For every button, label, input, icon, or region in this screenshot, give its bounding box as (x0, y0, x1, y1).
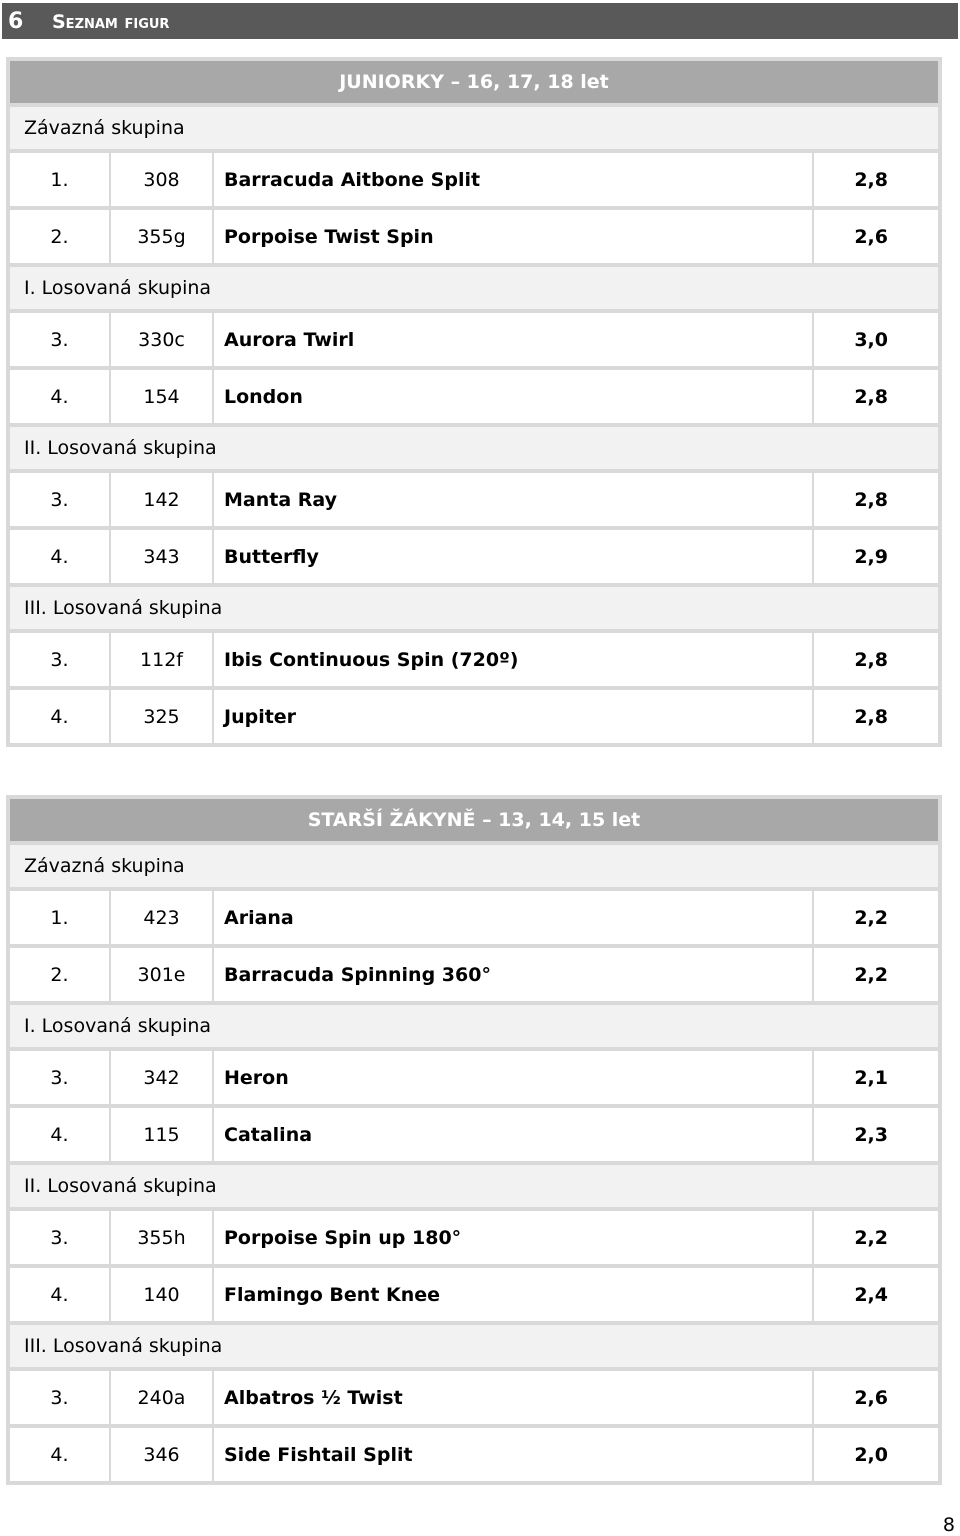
group-label: III. Losovaná skupina (6, 1321, 942, 1367)
table-row (6, 1264, 942, 1321)
figure-order: 2. (10, 948, 109, 1001)
figure-order: 3. (10, 473, 109, 526)
figure-rating: 2,3 (814, 1108, 938, 1161)
figure-code: 325 (111, 690, 212, 743)
figure-rating: 2,4 (814, 1268, 938, 1321)
figure-rating: 2,9 (814, 530, 938, 583)
table-row (6, 206, 942, 263)
figure-order: 1. (10, 891, 109, 944)
group-label: II. Losovaná skupina (6, 423, 942, 469)
figure-name: Butterfly (214, 530, 812, 583)
table-row (6, 309, 942, 366)
table-row (6, 1367, 942, 1424)
figure-rating: 2,8 (814, 633, 938, 686)
table-row (6, 887, 942, 944)
figure-code: 342 (111, 1051, 212, 1104)
figure-rating: 3,0 (814, 313, 938, 366)
section-number: 6 (8, 9, 24, 34)
figure-code: 343 (111, 530, 212, 583)
figure-rating: 2,6 (814, 1371, 938, 1424)
section-title: Seznam figur (52, 11, 170, 33)
table-row (6, 366, 942, 423)
figure-name: Side Fishtail Split (214, 1428, 812, 1481)
figure-name: Jupiter (214, 690, 812, 743)
figure-order: 1. (10, 153, 109, 206)
figure-name: Aurora Twirl (214, 313, 812, 366)
figure-name: Barracuda Spinning 360° (214, 948, 812, 1001)
table-row (6, 469, 942, 526)
figure-order: 4. (10, 1268, 109, 1321)
figure-rating: 2,0 (814, 1428, 938, 1481)
figure-name: Barracuda Aitbone Split (214, 153, 812, 206)
figure-rating: 2,8 (814, 473, 938, 526)
figure-order: 3. (10, 313, 109, 366)
figure-code: 154 (111, 370, 212, 423)
figure-order: 3. (10, 1211, 109, 1264)
table-header (6, 57, 942, 103)
figure-code: 330c (111, 313, 212, 366)
figure-code: 346 (111, 1428, 212, 1481)
figure-order: 4. (10, 370, 109, 423)
figure-name: London (214, 370, 812, 423)
figure-rating: 2,6 (814, 210, 938, 263)
figure-rating: 2,8 (814, 370, 938, 423)
figure-name: Albatros ½ Twist (214, 1371, 812, 1424)
page-number: 8 (942, 1514, 955, 1536)
group-label: Závazná skupina (6, 841, 942, 887)
figure-order: 4. (10, 1108, 109, 1161)
figure-name: Porpoise Twist Spin (214, 210, 812, 263)
section-heading (2, 3, 958, 39)
figure-order: 3. (10, 633, 109, 686)
figure-code: 423 (111, 891, 212, 944)
table-row (6, 944, 942, 1001)
group-label: I. Losovaná skupina (6, 1001, 942, 1047)
figure-code: 355h (111, 1211, 212, 1264)
table-row (6, 1207, 942, 1264)
table-header (6, 795, 942, 841)
group-label: III. Losovaná skupina (6, 583, 942, 629)
table-row (6, 1047, 942, 1104)
figure-name: Ariana (214, 891, 812, 944)
figure-name: Flamingo Bent Knee (214, 1268, 812, 1321)
figure-code: 355g (111, 210, 212, 263)
figure-rating: 2,8 (814, 153, 938, 206)
figure-order: 3. (10, 1051, 109, 1104)
figure-code: 142 (111, 473, 212, 526)
figure-name: Heron (214, 1051, 812, 1104)
figure-rating: 2,1 (814, 1051, 938, 1104)
figure-name: Catalina (214, 1108, 812, 1161)
figure-table (6, 795, 942, 1485)
figure-name: Porpoise Spin up 180° (214, 1211, 812, 1264)
group-label: I. Losovaná skupina (6, 263, 942, 309)
figure-order: 2. (10, 210, 109, 263)
figure-code: 115 (111, 1108, 212, 1161)
figure-code: 308 (111, 153, 212, 206)
table-title: JUNIORKY – 16, 17, 18 let (339, 71, 609, 93)
figure-order: 4. (10, 530, 109, 583)
figure-name: Ibis Continuous Spin (720º) (214, 633, 812, 686)
figure-code: 240a (111, 1371, 212, 1424)
group-label: Závazná skupina (6, 103, 942, 149)
figure-table (6, 57, 942, 747)
figure-code: 140 (111, 1268, 212, 1321)
figure-rating: 2,8 (814, 690, 938, 743)
figure-order: 4. (10, 690, 109, 743)
figure-order: 4. (10, 1428, 109, 1481)
table-row (6, 1104, 942, 1161)
figure-rating: 2,2 (814, 1211, 938, 1264)
figure-name: Manta Ray (214, 473, 812, 526)
table-row (6, 149, 942, 206)
table-title: STARŠÍ ŽÁKYNĚ – 13, 14, 15 let (307, 809, 641, 831)
table-row (6, 686, 942, 747)
table-row (6, 526, 942, 583)
group-label: II. Losovaná skupina (6, 1161, 942, 1207)
figure-rating: 2,2 (814, 948, 938, 1001)
figure-rating: 2,2 (814, 891, 938, 944)
figure-order: 3. (10, 1371, 109, 1424)
figure-code: 112f (111, 633, 212, 686)
figure-code: 301e (111, 948, 212, 1001)
table-row (6, 1424, 942, 1485)
table-row (6, 629, 942, 686)
